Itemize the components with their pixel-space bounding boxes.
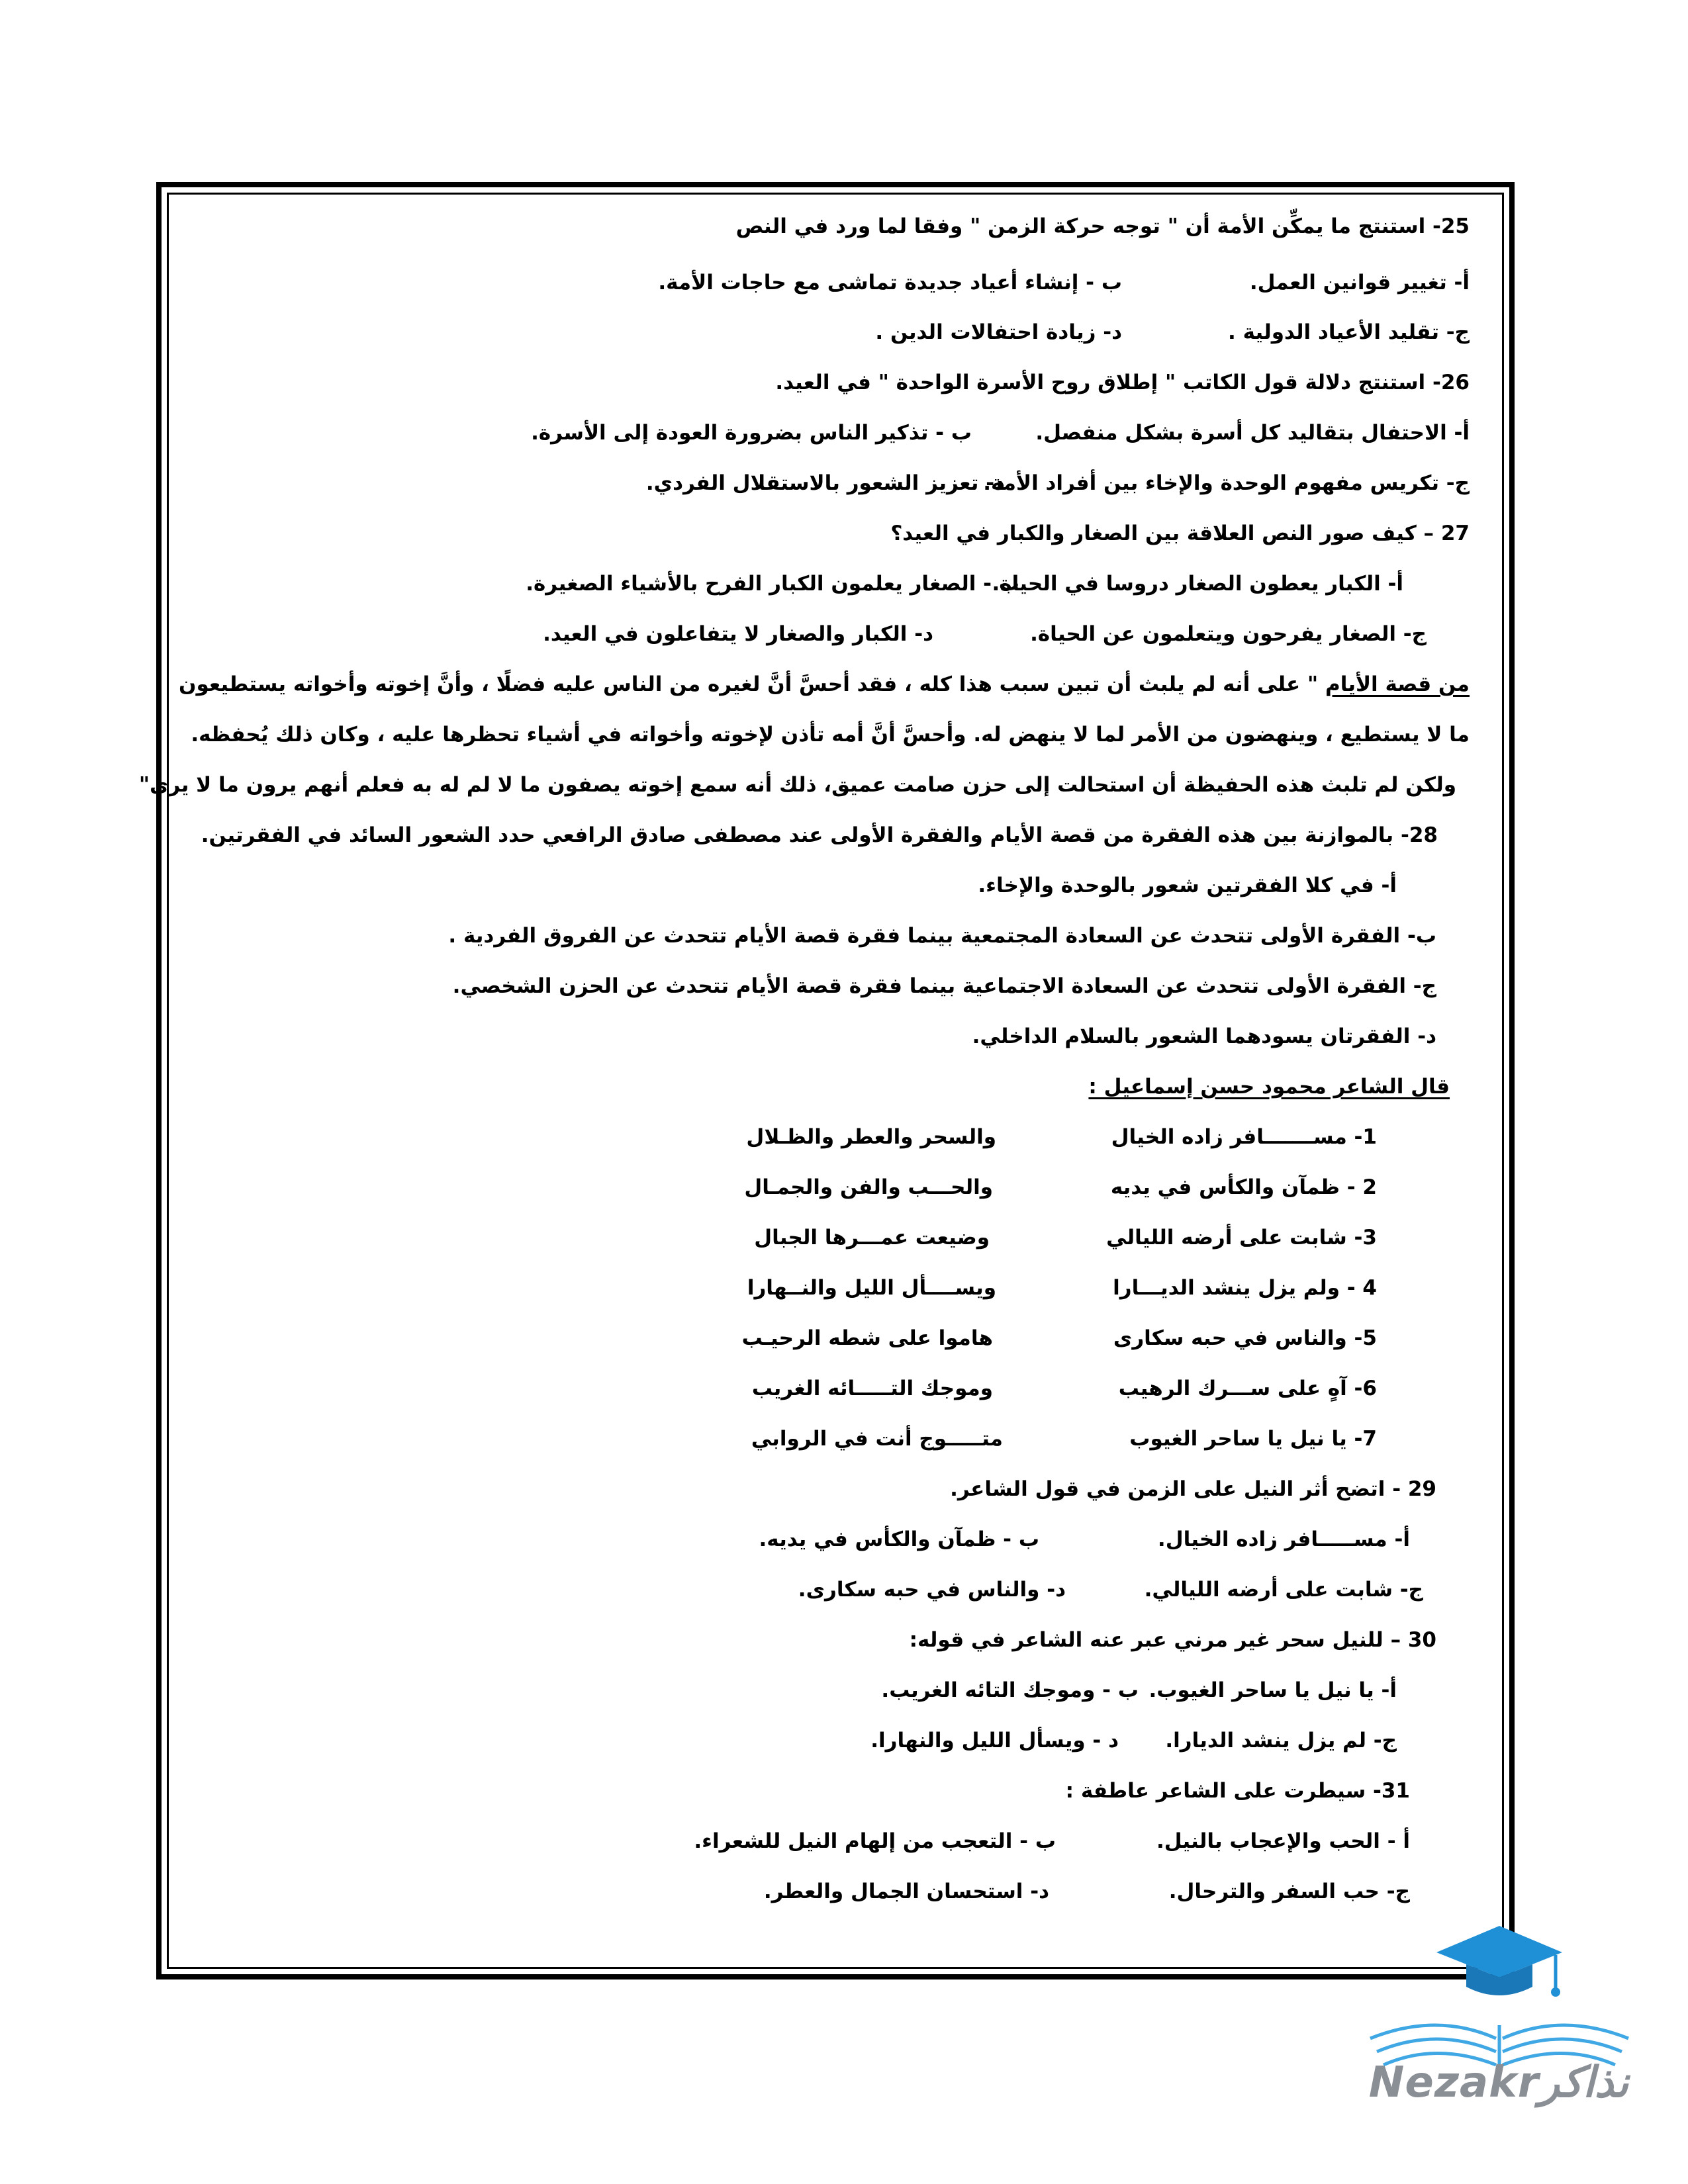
q31-option-b: ب - التعجب من إلهام النيل للشعراء. [694,1829,1056,1853]
poem-intro: قال الشاعر محمود حسن إسماعيل : [1088,1075,1450,1099]
q27-option-b: ب - الصغار يعلمون الكبار الفرح بالأشياء الصغيرة. [526,572,1019,596]
q31-option-c: ج- حب السفر والترحال. [1168,1880,1410,1903]
q30-option-d: د - ويسأل الليل والنهارا. [870,1729,1119,1752]
poem-verse-3-first: 3- شابت على أرضه الليالي [1106,1226,1377,1250]
q26-option-a: أ- الاحتفال بتقاليد كل أسرة بشكل منفصل. [1035,421,1470,445]
q29-option-b: ب - ظمآن والكأس في يديه. [759,1527,1039,1551]
q25-option-d: د- زيادة احتفالات الدين . [875,320,1122,344]
q29-question: 29 - اتضح أثر النيل على الزمن في قول الشاعر. [950,1477,1436,1501]
q26-option-d: د- تعزيز الشعور بالاستقلال الفردي. [645,471,1005,495]
q31-option-a: أ - الحب والإعجاب بالنيل. [1156,1829,1410,1853]
q25-option-a: أ- تغيير قوانين العمل. [1249,271,1470,295]
q29-option-a: أ- مســـــافر زاده الخيال. [1157,1527,1410,1551]
q28-option-b: ب- الفقرة الأولى تتحدث عن السعادة المجتمعية بينما فقرة قصة الأيام تتحدث عن الفروق الفردية . [448,924,1436,948]
q25-question: 25- استنتج ما يمكِّن الأمة أن " توجه حركة الزمن " وفقا لما ورد في النص [735,214,1470,238]
q29-option-d: د- والناس في حبه سكارى. [798,1578,1066,1602]
passage-line-1-text: " على أنه لم يلبث أن تبين سبب هذا كله ، فقد أحسَّ أنَّ لغيره من الناس عليه فضلًا ، وأنَّ إخوته وأخواته يستطيعون [178,672,1319,696]
poem-verse-2-first: 2 - ظمآن والكأس في يديه [1110,1175,1377,1199]
q27-option-d: د- الكبار والصغار لا يتفاعلون في العيد. [543,622,933,646]
q27-option-c: ج- الصغار يفرحون ويتعلمون عن الحياة. [1030,622,1427,646]
q25-option-c: ج- تقليد الأعياد الدولية . [1228,320,1470,344]
poem-verse-5-second: هاموا على شطه الرحيـب [741,1326,993,1350]
graduation-cap-icon [1436,1926,1562,1997]
q30-option-a: أ- يا نيل يا ساحر الغيوب. [1149,1678,1397,1702]
poem-verse-1-second: والسحر والعطر والظـلال [746,1125,996,1149]
poem-verse-4-first: 4 - ولم يزل ينشد الديـــارا [1113,1276,1377,1300]
poem-verse-3-second: وضيعت عمـــرها الجبال [754,1226,990,1250]
passage-line-3: ولكن لم تلبث هذه الحفيظة أن استحالت إلى حزن صامت عميق، ذلك أنه سمع إخوته يصفون ما لا لم له به فعلم أنهم يرون ما لا يرى" [138,773,1456,797]
poem-verse-2-second: والحـــب والفن والجمـال [744,1175,993,1199]
q28-option-d: د- الفقرتان يسودهما الشعور بالسلام الداخلي. [972,1024,1436,1048]
q30-option-b: ب - وموجك التائه الغريب. [881,1678,1139,1702]
poem-verse-6-second: وموجك التـــــائه الغريب [751,1377,993,1400]
poem-verse-6-first: 6- آهٍ على ســـرك الرهيب [1118,1377,1377,1400]
passage-line-2: ما لا يستطيع ، وينهضون من الأمر لما لا ينهض له. وأحسَّ أنَّ أمه تأذن لإخوته وأخواته في أشياء تحظرها عليه ، وكان ذلك يُحفظه. [191,723,1470,747]
poem-verse-7-first: 7- يا نيل يا ساحر الغيوب [1129,1427,1377,1451]
q31-option-d: د- استحسان الجمال والعطر. [763,1880,1049,1903]
q26-question: 26- استنتج دلالة قول الكاتب " إطلاق روح الأسرة الواحدة " في العيد. [775,371,1470,394]
logo-arabic: نذاكر [1539,2058,1629,2107]
q30-question: 30 – للنيل سحر غير مرني عبر عنه الشاعر في قوله: [909,1628,1436,1652]
poem-verse-4-second: ويســــأل الليل والنــهارا [747,1276,996,1300]
poem-verse-5-first: 5- والناس في حبه سكارى [1113,1326,1377,1350]
q28-option-c: ج- الفقرة الأولى تتحدث عن السعادة الاجتماعية بينما فقرة قصة الأيام تتحدث عن الحزن الشخصي. [452,974,1436,998]
poem-verse-7-second: متـــــوج أنت في الروابي [751,1427,1003,1451]
q28-option-a: أ- في كلا الفقرتين شعور بالوحدة والإخاء. [978,874,1397,897]
q26-option-c: ج- تكريس مفهوم الوحدة والإخاء بين أفراد الأمة. [983,471,1470,495]
poem-verse-1-first: 1- مســـــــافر زاده الخيال [1111,1125,1377,1149]
q27-question: 27 – كيف صور النص العلاقة بين الصغار والكبار في العيد؟ [890,522,1470,545]
q27-option-a: أ- الكبار يعطون الصغار دروسا في الحياة. [992,572,1403,596]
q28-question: 28- بالموازنة بين هذه الفقرة من قصة الأيام والفقرة الأولى عند مصطفى صادق الرافعي حدد الشعور السائد في الفقرتين. [201,823,1438,847]
passage-source: من قصة الأيام [1325,672,1470,696]
q25-option-b: ب - إنشاء أعياد جديدة تماشى مع حاجات الأمة. [658,271,1122,295]
logo-text [1346,2058,1651,2107]
q31-question: 31- سيطرت على الشاعر عاطفة : [1065,1779,1410,1803]
q29-option-c: ج- شابت على أرضه الليالي. [1144,1578,1423,1602]
logo-latin: Nezakr [1368,2058,1540,2107]
passage-line-1 [179,670,1470,699]
q30-option-c: ج- لم يزل ينشد الديارا. [1165,1729,1397,1752]
q26-option-b: ب - تذكير الناس بضرورة العودة إلى الأسرة. [531,421,972,445]
